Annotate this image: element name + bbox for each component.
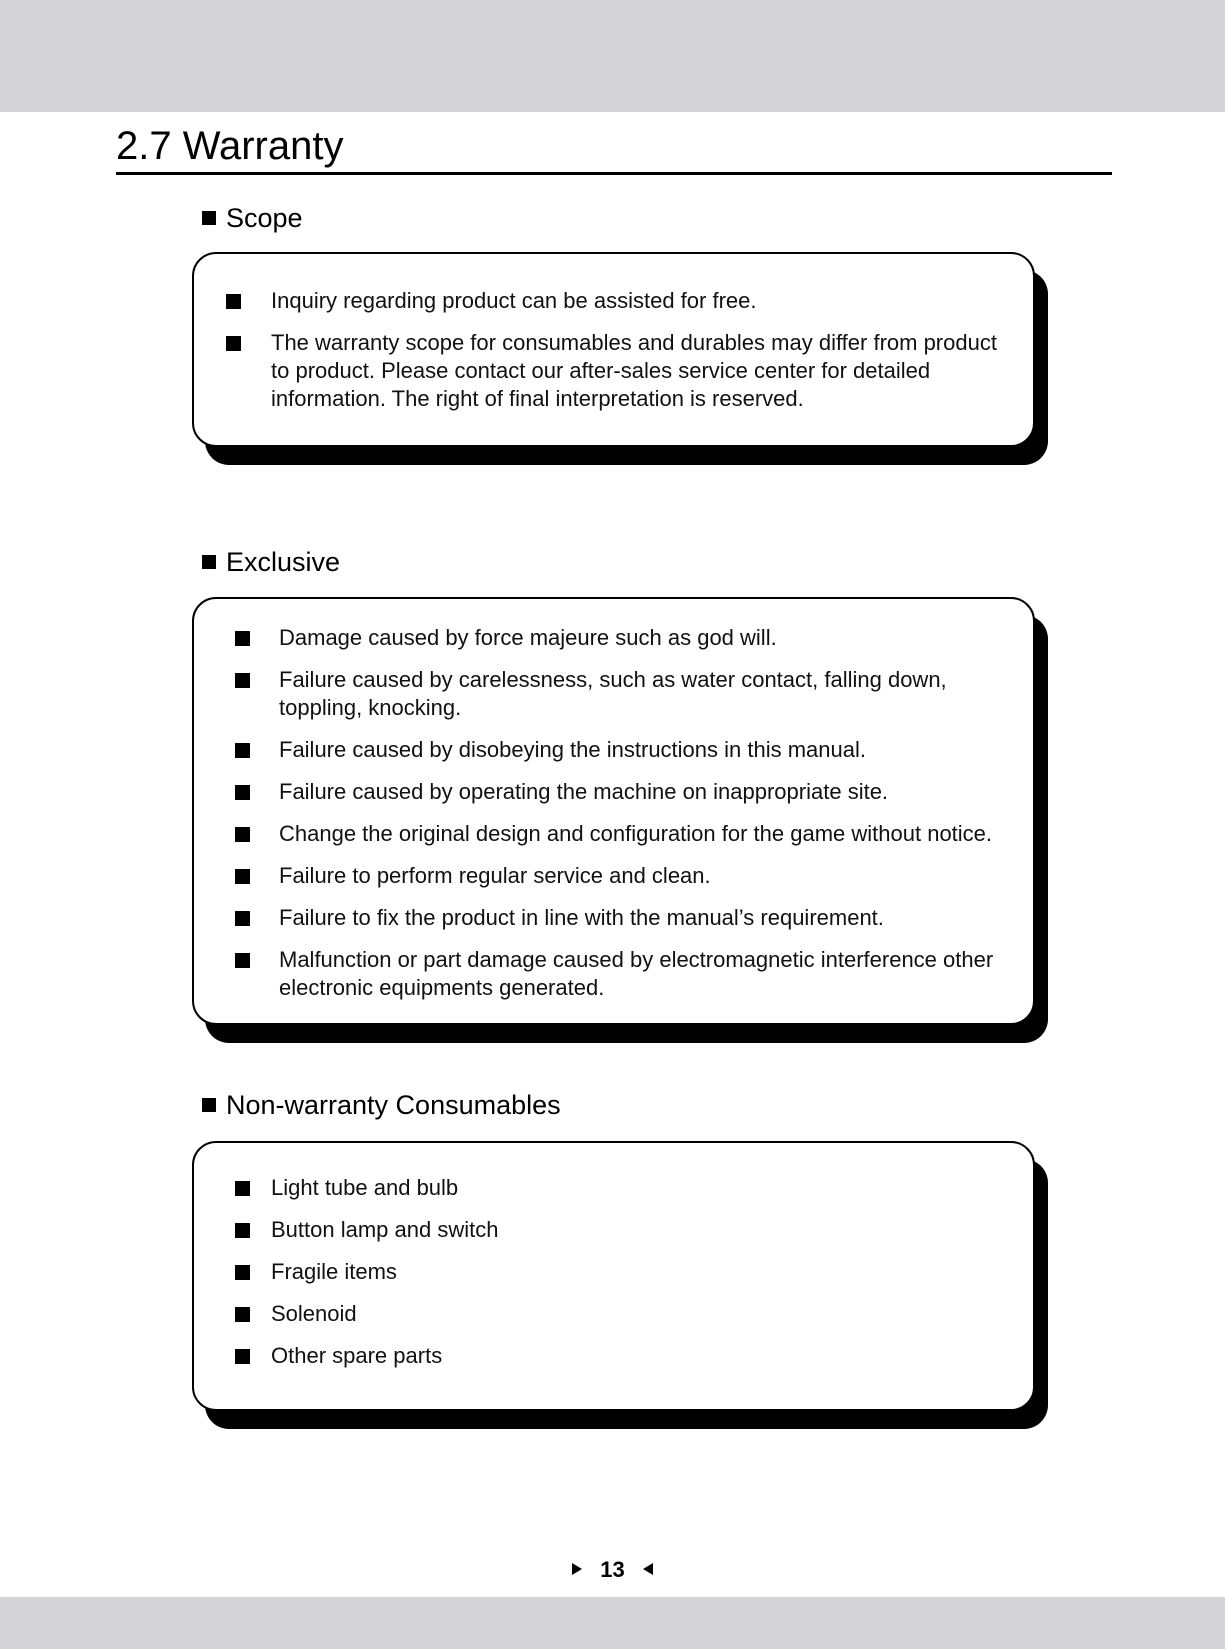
- list-item-text: Other spare parts: [271, 1343, 443, 1368]
- list-item: [279, 946, 1015, 1002]
- section-heading-label: Non-warranty Consumables: [226, 1090, 561, 1120]
- list-item: [279, 820, 1015, 848]
- section-heading-label: Scope: [226, 203, 303, 233]
- square-bullet-icon: [235, 785, 250, 800]
- list-item: [279, 778, 1015, 806]
- square-bullet-icon: [235, 1349, 250, 1364]
- triangle-left-icon: [643, 1563, 653, 1575]
- list-item: [271, 1174, 1013, 1202]
- square-bullet-icon: [226, 336, 241, 351]
- square-bullet-icon: [235, 911, 250, 926]
- list-item-text: The warranty scope for consumables and durables may differ from product to product. Please contact our after-sales service center for detailed information. The right of final interpretation is reserved.: [271, 330, 997, 411]
- list-item: [271, 1342, 1013, 1370]
- scope-box: [192, 252, 1035, 447]
- square-bullet-icon: [235, 953, 250, 968]
- list-item-text: Failure caused by carelessness, such as water contact, falling down, toppling, knocking.: [279, 667, 947, 720]
- list-item: [279, 666, 1015, 722]
- page-number: [0, 1554, 1225, 1586]
- page-number-label: 13: [600, 1557, 625, 1582]
- square-bullet-icon: [235, 743, 250, 758]
- list-item-text: Inquiry regarding product can be assisted for free.: [271, 288, 757, 313]
- consumables-list: [194, 1143, 1033, 1370]
- consumables-box: [192, 1141, 1035, 1411]
- list-item: [271, 1216, 1013, 1244]
- list-item: [271, 1300, 1013, 1328]
- list-item-text: Change the original design and configuration for the game without notice.: [279, 821, 993, 846]
- section-heading-scope: [202, 201, 303, 235]
- page-title: 2.7 Warranty: [116, 122, 1112, 175]
- list-item-text: Failure caused by disobeying the instructions in this manual.: [279, 737, 866, 762]
- square-bullet-icon: [235, 631, 250, 646]
- list-item: [279, 624, 1015, 652]
- exclusive-box: [192, 597, 1035, 1025]
- square-bullet-icon: [235, 673, 250, 688]
- list-item-text: Failure caused by operating the machine on inappropriate site.: [279, 779, 889, 804]
- list-item-text: Damage caused by force majeure such as god will.: [279, 625, 777, 650]
- square-bullet-icon: [235, 1265, 250, 1280]
- list-item-text: Light tube and bulb: [271, 1175, 459, 1200]
- square-bullet-icon: [235, 869, 250, 884]
- triangle-right-icon: [572, 1563, 582, 1575]
- list-item-text: Failure to fix the product in line with the manual’s requirement.: [279, 905, 884, 930]
- list-item-text: Malfunction or part damage caused by electromagnetic interference other electronic equipments generated.: [279, 947, 994, 1000]
- square-bullet-icon: [202, 1098, 216, 1112]
- list-item: [271, 287, 1013, 315]
- square-bullet-icon: [235, 1223, 250, 1238]
- square-bullet-icon: [226, 294, 241, 309]
- list-item: [279, 736, 1015, 764]
- list-item-text: Failure to perform regular service and clean.: [279, 863, 711, 888]
- list-item-text: Solenoid: [271, 1301, 357, 1326]
- section-heading-exclusive: [202, 545, 340, 579]
- list-item-text: Button lamp and switch: [271, 1217, 499, 1242]
- bottom-band: [0, 1597, 1225, 1649]
- scope-list: [194, 254, 1033, 413]
- square-bullet-icon: [235, 1307, 250, 1322]
- list-item: [271, 329, 1013, 413]
- section-heading-label: Exclusive: [226, 547, 341, 577]
- list-item: [279, 862, 1015, 890]
- list-item-text: Fragile items: [271, 1259, 397, 1284]
- square-bullet-icon: [202, 211, 216, 225]
- exclusive-list: [194, 599, 1033, 1002]
- section-heading-consumables: [202, 1088, 561, 1122]
- list-item: [279, 904, 1015, 932]
- top-band: [0, 0, 1225, 112]
- square-bullet-icon: [235, 1181, 250, 1196]
- square-bullet-icon: [235, 827, 250, 842]
- square-bullet-icon: [202, 555, 216, 569]
- list-item: [271, 1258, 1013, 1286]
